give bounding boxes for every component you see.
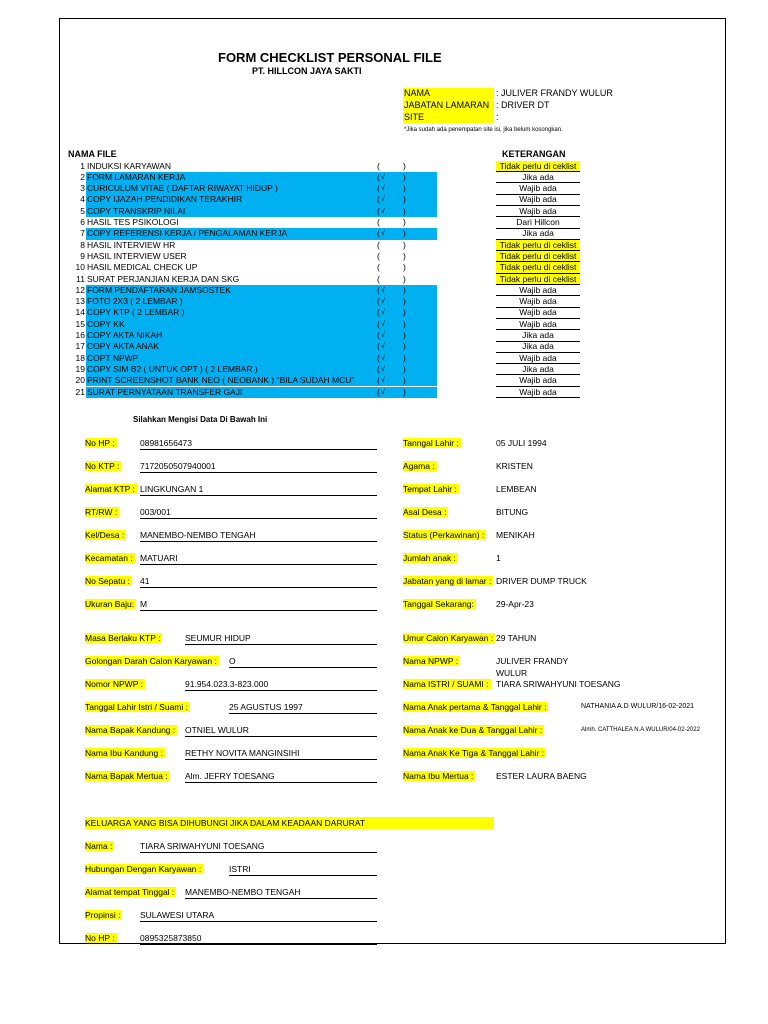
nama-value: : JULIVER FRANDY WULUR bbox=[496, 88, 613, 98]
keterangan: Tidak perlu di ceklist bbox=[496, 251, 580, 263]
checklist-row bbox=[60, 330, 600, 341]
check-close-paren: ) bbox=[403, 205, 406, 216]
check-open-paren: ( bbox=[377, 217, 380, 227]
check-open-paren: ( bbox=[377, 307, 380, 318]
check-close-paren: ) bbox=[403, 228, 406, 239]
file-name: FORM PENDAFTARAN JAMSOSTEK bbox=[86, 285, 437, 296]
check-close-paren: ) bbox=[403, 262, 406, 273]
keterangan: Wajib ada bbox=[496, 194, 580, 206]
checklist-row bbox=[60, 274, 600, 285]
keterangan: Jika ada bbox=[496, 364, 580, 376]
check-close-paren: ) bbox=[403, 284, 406, 295]
keterangan: Wajib ada bbox=[496, 206, 580, 218]
site-note: *Jika sudah ada penempatan site isi, jika belum kosongkan. bbox=[404, 127, 563, 133]
check-mark[interactable]: √ bbox=[381, 207, 385, 215]
field-label: Tanngal Lahir : bbox=[403, 438, 459, 448]
row-number: 20 bbox=[75, 375, 85, 386]
keterangan: Wajib ada bbox=[496, 285, 580, 297]
keterangan: Jika ada bbox=[496, 341, 580, 353]
checklist-row bbox=[60, 172, 600, 183]
check-close-paren: ) bbox=[403, 250, 406, 261]
field-value[interactable]: LINGKUNGAN 1 bbox=[140, 483, 377, 496]
keterangan: Jika ada bbox=[496, 172, 580, 184]
emergency-field-value[interactable]: 0895325873850 bbox=[140, 932, 377, 945]
field-label: Tanggal Sekarang: bbox=[403, 599, 474, 609]
keterangan: Wajib ada bbox=[496, 353, 580, 365]
checklist-row bbox=[60, 375, 600, 386]
field-value[interactable]: 003/001 bbox=[140, 506, 377, 519]
check-open-paren: ( bbox=[377, 296, 380, 307]
check-open-paren: ( bbox=[377, 205, 380, 216]
checklist-row bbox=[60, 262, 600, 273]
field-label: Jabatan yang di lamar : bbox=[403, 576, 492, 586]
checklist-row bbox=[60, 183, 600, 194]
field-label: Status (Perkawinan) : bbox=[403, 530, 485, 540]
file-name: CURICULUM VITAE ( DAFTAR RIWAYAT HIDUP ) bbox=[86, 183, 437, 194]
file-name: FOTO 2X3 ( 2 LEMBAR ) bbox=[86, 296, 437, 307]
field-value[interactable]: MATUARI bbox=[140, 552, 377, 565]
file-name: COPY TRANSKRIP NILAI bbox=[86, 206, 437, 217]
file-name: COPY SIM B2 ( UNTUK OPT ) ( 2 LEMBAR ) bbox=[86, 364, 437, 375]
field-value[interactable] bbox=[581, 747, 721, 759]
keterangan: Dari Hillcon bbox=[496, 217, 580, 229]
field-label: No Sepatu : bbox=[85, 576, 130, 586]
site-value: : bbox=[496, 112, 499, 122]
file-name: HASIL INTERVIEW HR bbox=[87, 239, 176, 250]
check-mark[interactable]: √ bbox=[381, 388, 385, 396]
check-close-paren: ) bbox=[403, 363, 406, 374]
field-value[interactable]: 29 TAHUN bbox=[496, 633, 537, 643]
check-open-paren: ( bbox=[377, 262, 380, 273]
field-label: Nama Anak Ke Tiga & Tanggal Lahir : bbox=[403, 748, 545, 758]
field-value[interactable]: 29-Apr-23 bbox=[496, 599, 534, 609]
check-mark[interactable]: √ bbox=[381, 377, 385, 385]
field-value[interactable]: DRIVER DUMP TRUCK bbox=[496, 576, 587, 586]
field-value[interactable]: O bbox=[229, 655, 377, 668]
keterangan: Wajib ada bbox=[496, 307, 580, 319]
check-close-paren: ) bbox=[403, 352, 406, 363]
check-close-paren: ) bbox=[403, 171, 406, 182]
keterangan: Wajib ada bbox=[496, 387, 580, 399]
checklist-row bbox=[60, 240, 600, 251]
field-value[interactable]: BITUNG bbox=[496, 507, 529, 517]
row-number: 9 bbox=[80, 250, 85, 261]
file-name: HASIL MEDICAL CHECK UP bbox=[87, 262, 198, 273]
row-number: 14 bbox=[75, 307, 85, 318]
form-frame bbox=[59, 18, 726, 944]
check-open-paren: ( bbox=[377, 386, 380, 397]
field-label: Nama Ibu Kandung : bbox=[85, 748, 163, 758]
row-number: 19 bbox=[75, 363, 85, 374]
emergency-field-value[interactable]: MANEMBO-NEMBO TENGAH bbox=[185, 886, 377, 899]
check-close-paren: ) bbox=[403, 330, 406, 340]
field-value[interactable]: OTNIEL WULUR bbox=[185, 724, 377, 737]
field-label: Masa Berlaku KTP : bbox=[85, 633, 161, 643]
field-value[interactable]: 25 AGUSTUS 1997 bbox=[229, 701, 377, 714]
check-mark[interactable]: √ bbox=[381, 365, 385, 373]
emergency-field-value[interactable]: TIARA SRIWAHYUNI TOESANG bbox=[140, 840, 377, 853]
file-name: PRINT SCREENSHOT BANK NEO ( NEOBANK ) "BILA SUDAH MCU" bbox=[86, 375, 437, 386]
field-value[interactable]: 7172050507940001 bbox=[140, 460, 377, 473]
emergency-title: KELUARGA YANG BISA DIHUBUNGI JIKA DALAM KEADAAN DARURAT bbox=[85, 817, 494, 829]
emergency-field-label: Alamat tempat Tinggal : bbox=[85, 887, 175, 897]
check-open-paren: ( bbox=[377, 318, 380, 329]
field-label: Kecamatan : bbox=[85, 553, 133, 563]
check-open-paren: ( bbox=[377, 330, 380, 340]
row-number: 7 bbox=[80, 228, 85, 239]
field-value[interactable]: SEUMUR HIDUP bbox=[185, 632, 377, 645]
check-open-paren: ( bbox=[377, 194, 380, 205]
keterangan: Wajib ada bbox=[496, 183, 580, 195]
field-label: Asal Desa : bbox=[403, 507, 447, 517]
check-open-paren: ( bbox=[377, 341, 380, 352]
checklist-row bbox=[60, 161, 600, 172]
file-name: COPY REFERENSI KERJA / PENGALAMAN KERJA bbox=[86, 228, 437, 239]
check-close-paren: ) bbox=[403, 217, 406, 227]
check-open-paren: ( bbox=[377, 273, 380, 284]
nama-label: NAMA bbox=[403, 88, 494, 99]
check-mark[interactable]: √ bbox=[381, 286, 385, 294]
check-close-paren: ) bbox=[403, 307, 406, 318]
field-label: Nama Bapak Mertua : bbox=[85, 771, 168, 781]
checklist-row bbox=[60, 353, 600, 364]
check-close-paren: ) bbox=[403, 273, 406, 284]
check-open-paren: ( bbox=[377, 160, 380, 171]
field-value[interactable]: Alm. JEFRY TOESANG bbox=[185, 770, 377, 783]
field-value[interactable]: 05 JULI 1994 bbox=[496, 438, 547, 448]
row-number: 2 bbox=[80, 171, 85, 182]
row-number: 15 bbox=[75, 318, 85, 329]
check-mark[interactable]: √ bbox=[381, 230, 385, 238]
field-label: Alamat KTP : bbox=[85, 484, 135, 494]
field-value[interactable]: MENIKAH bbox=[496, 530, 535, 540]
emergency-field-value[interactable]: SULAWESI UTARA bbox=[140, 909, 377, 922]
field-label: Agama : bbox=[403, 461, 435, 471]
field-label: Kel/Desa : bbox=[85, 530, 125, 540]
field-label: Jumlah anak : bbox=[403, 553, 456, 563]
checklist-row bbox=[60, 285, 600, 296]
check-open-paren: ( bbox=[377, 183, 380, 194]
check-open-paren: ( bbox=[377, 352, 380, 363]
field-label: Nama NPWP : bbox=[403, 656, 459, 666]
field-value[interactable]: NATHANIA A.D WULUR/16-02-2021 bbox=[581, 703, 695, 710]
checklist-row bbox=[60, 341, 600, 352]
row-number: 1 bbox=[80, 160, 85, 171]
site-label: SITE bbox=[403, 112, 494, 123]
row-number: 3 bbox=[80, 183, 85, 194]
check-open-paren: ( bbox=[377, 171, 380, 182]
check-mark[interactable]: √ bbox=[381, 332, 385, 339]
check-open-paren: ( bbox=[377, 239, 380, 250]
field-value[interactable]: Almh. CATTHALEA N.A WULUR/04-02-2022 bbox=[581, 727, 700, 733]
field-value[interactable]: M bbox=[140, 598, 377, 611]
check-mark[interactable]: √ bbox=[381, 298, 385, 306]
check-mark[interactable]: √ bbox=[381, 185, 385, 193]
row-number: 4 bbox=[80, 194, 85, 205]
file-name: SURAT PERNYATAAN TRANSFER GAJI bbox=[86, 387, 437, 398]
checklist-row bbox=[60, 307, 600, 318]
row-number: 5 bbox=[80, 205, 85, 216]
field-value[interactable]: 1 bbox=[496, 553, 501, 563]
checklist-row bbox=[60, 319, 600, 330]
check-close-paren: ) bbox=[403, 194, 406, 205]
check-close-paren: ) bbox=[403, 341, 406, 352]
row-number: 18 bbox=[75, 352, 85, 363]
field-value[interactable]: KRISTEN bbox=[496, 461, 533, 471]
field-label: Tempat Lahir : bbox=[403, 484, 457, 494]
row-number: 6 bbox=[80, 217, 85, 227]
field-value[interactable]: JULIVER FRANDY WULUR bbox=[496, 656, 569, 678]
field-label: No KTP : bbox=[85, 461, 120, 471]
row-number: 10 bbox=[75, 262, 85, 273]
checklist-row bbox=[60, 251, 600, 262]
checklist-row bbox=[60, 364, 600, 375]
keterangan: Wajib ada bbox=[496, 375, 580, 387]
keterangan: Jika ada bbox=[496, 330, 580, 342]
field-label: Ukuran Baju: bbox=[85, 599, 135, 609]
field-value[interactable]: TIARA SRIWAHYUNI TOESANG bbox=[496, 679, 621, 689]
check-open-paren: ( bbox=[377, 375, 380, 386]
check-close-paren: ) bbox=[403, 160, 406, 171]
field-label: Nomor NPWP : bbox=[85, 679, 143, 689]
checklist-row bbox=[60, 387, 600, 398]
form-title: FORM CHECKLIST PERSONAL FILE bbox=[218, 50, 442, 65]
keterangan: Jika ada bbox=[496, 228, 580, 240]
check-mark[interactable]: √ bbox=[381, 309, 385, 317]
check-close-paren: ) bbox=[403, 318, 406, 329]
file-name: SURAT PERJANJIAN KERJA DAN SKG bbox=[87, 273, 240, 284]
check-mark[interactable]: √ bbox=[381, 343, 385, 351]
check-close-paren: ) bbox=[403, 375, 406, 386]
file-name: HASIL INTERVIEW USER bbox=[87, 250, 187, 261]
field-label: Nama ISTRI / SUAMI : bbox=[403, 679, 489, 689]
check-open-paren: ( bbox=[377, 250, 380, 261]
checklist-row bbox=[60, 217, 600, 228]
check-open-paren: ( bbox=[377, 228, 380, 239]
emergency-field-value[interactable]: ISTRI bbox=[229, 863, 377, 876]
keterangan: Tidak perlu di ceklist bbox=[496, 274, 580, 286]
checklist-row bbox=[60, 228, 600, 239]
keterangan: Wajib ada bbox=[496, 296, 580, 308]
row-number: 21 bbox=[75, 386, 85, 397]
file-name: FORM LAMARAN KERJA bbox=[86, 172, 437, 183]
field-label: Nama Anak pertama & Tanggal Lahir : bbox=[403, 702, 547, 712]
field-label: Tanggal Lahir Istri / Suami : bbox=[85, 702, 188, 712]
row-number: 11 bbox=[76, 273, 85, 284]
field-label: Nama Anak ke Dua & Tanggal Lahir : bbox=[403, 725, 543, 735]
col-header-nama-file: NAMA FILE bbox=[68, 149, 117, 159]
check-open-paren: ( bbox=[377, 284, 380, 295]
field-label: RT/RW : bbox=[85, 507, 118, 517]
field-label: Nama Ibu Mertua : bbox=[403, 771, 474, 781]
keterangan: Tidak perlu di ceklist bbox=[496, 262, 580, 274]
check-mark[interactable]: √ bbox=[381, 196, 385, 204]
row-number: 16 bbox=[75, 330, 85, 340]
col-header-keterangan: KETERANGAN bbox=[502, 149, 566, 159]
file-name: COPY IJAZAH PENDIDIKAN TERAKHIR bbox=[86, 194, 437, 205]
field-label: Golongan Darah Calon Karyawan : bbox=[85, 656, 217, 666]
file-name: COPY AKTA NIKAH bbox=[86, 330, 437, 341]
check-close-paren: ) bbox=[403, 239, 406, 250]
field-label: Nama Bapak Kandung : bbox=[85, 725, 176, 735]
field-label: Umur Calon Karyawan : bbox=[403, 633, 494, 643]
check-close-paren: ) bbox=[403, 183, 406, 194]
check-mark[interactable]: √ bbox=[381, 354, 385, 362]
file-name: INDUKSI KARYAWAN bbox=[87, 160, 172, 171]
emergency-field-label: No HP : bbox=[85, 933, 115, 943]
field-label: No HP : bbox=[85, 438, 115, 448]
jabatan-label: JABATAN LAMARAN bbox=[403, 100, 494, 111]
check-close-paren: ) bbox=[403, 296, 406, 307]
company-name: PT. HILLCON JAYA SAKTI bbox=[252, 66, 362, 76]
check-open-paren: ( bbox=[377, 363, 380, 374]
file-name: COPY AKTA ANAK bbox=[86, 341, 437, 352]
row-number: 13 bbox=[75, 296, 85, 307]
row-number: 8 bbox=[80, 239, 85, 250]
file-name: HASIL TES PSIKOLOGI bbox=[87, 217, 179, 227]
file-name: COPT NPWP bbox=[86, 353, 437, 364]
form-instruction: Silahkan Mengisi Data Di Bawah Ini bbox=[133, 415, 268, 424]
row-number: 17 bbox=[75, 341, 85, 352]
row-number: 12 bbox=[75, 284, 85, 295]
file-name: COPY KK bbox=[86, 319, 437, 330]
field-value[interactable]: LEMBEAN bbox=[496, 484, 537, 494]
file-name: COPY KTP ( 2 LEMBAR ) bbox=[86, 307, 437, 318]
checklist-row bbox=[60, 206, 600, 217]
field-value[interactable]: MANEMBO-NEMBO TENGAH bbox=[140, 529, 377, 542]
checklist-row bbox=[60, 296, 600, 307]
keterangan: Tidak perlu di ceklist bbox=[496, 161, 580, 173]
field-value[interactable]: 91.954.023.3-823.000 bbox=[185, 678, 377, 691]
check-mark[interactable]: √ bbox=[381, 173, 385, 181]
field-value[interactable]: ESTER LAURA BAENG bbox=[496, 771, 587, 781]
field-value[interactable]: RETHY NOVITA MANGINSIHI bbox=[185, 747, 377, 760]
emergency-field-label: Propinsi : bbox=[85, 910, 121, 920]
check-close-paren: ) bbox=[403, 386, 406, 397]
emergency-field-label: Hubungan Dengan Karyawan : bbox=[85, 864, 202, 874]
field-value[interactable]: 41 bbox=[140, 575, 377, 588]
keterangan: Tidak perlu di ceklist bbox=[496, 240, 580, 252]
jabatan-value: : DRIVER DT bbox=[496, 100, 550, 110]
keterangan: Wajib ada bbox=[496, 319, 580, 331]
emergency-field-label: Nama : bbox=[85, 841, 113, 851]
checklist-row bbox=[60, 194, 600, 205]
check-mark[interactable]: √ bbox=[381, 320, 385, 328]
field-value[interactable]: 08981656473 bbox=[140, 437, 377, 450]
